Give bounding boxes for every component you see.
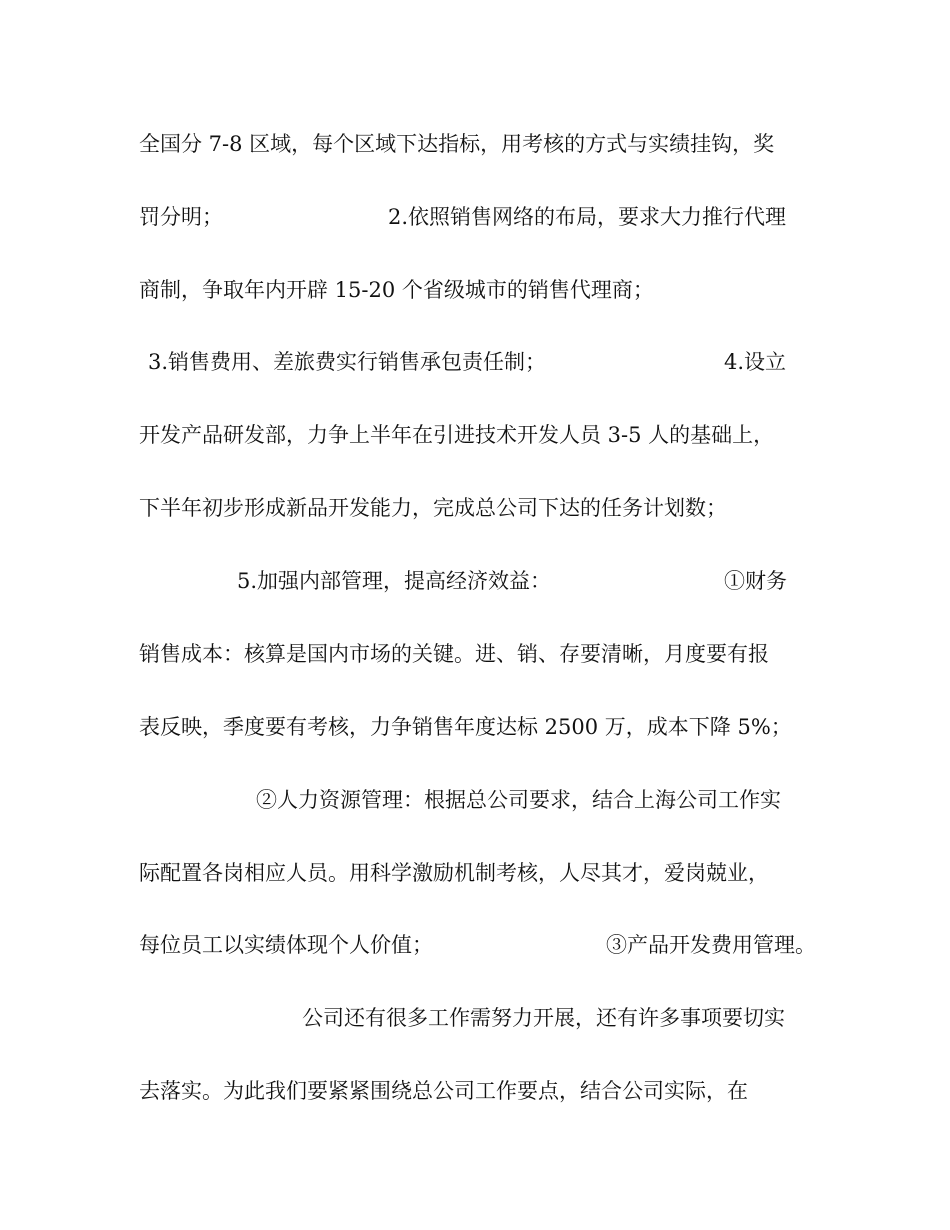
text-segment: 2.依照销售网络的布局，要求大力推行代理 bbox=[388, 205, 787, 229]
text-line bbox=[0, 202, 950, 232]
text-segment: 4.设立 bbox=[724, 350, 787, 374]
text-segment: 每位员工以实绩体现个人价值； bbox=[139, 933, 433, 957]
text-line bbox=[0, 712, 950, 742]
text-segment: 全国分 7-8 区域，每个区域下达指标，用考核的方式与实绩挂钩，奖 bbox=[139, 132, 775, 156]
text-line bbox=[0, 566, 950, 596]
text-segment: 销售成本：核算是国内市场的关键。进、销、存要清晰，月度要有报 bbox=[139, 642, 769, 666]
text-segment: 商制，争取年内开辟 15-20 个省级城市的销售代理商； bbox=[139, 278, 654, 302]
text-line bbox=[0, 347, 950, 377]
text-segment: 开发产品研发部，力争上半年在引进技术开发人员 3-5 人的基础上， bbox=[139, 423, 775, 447]
text-line bbox=[0, 785, 950, 815]
text-segment: 下半年初步形成新品开发能力，完成总公司下达的任务计划数； bbox=[139, 496, 727, 520]
text-segment: ①财务 bbox=[724, 569, 787, 593]
text-segment: 际配置各岗相应人员。用科学激励机制考核，人尽其才，爱岗兢业， bbox=[139, 861, 769, 885]
text-segment: 公司还有很多工作需努力开展，还有许多事项要切实 bbox=[302, 1006, 785, 1030]
text-line bbox=[0, 493, 950, 523]
text-segment: 3.销售费用、差旅费实行销售承包责任制； bbox=[148, 350, 547, 374]
text-line bbox=[0, 275, 950, 305]
text-segment: ③产品开发费用管理。 bbox=[606, 933, 816, 957]
text-line bbox=[0, 1003, 950, 1033]
text-segment: 表反映，季度要有考核，力争销售年度达标 2500 万，成本下降 5%； bbox=[139, 715, 792, 739]
text-segment: ②人力资源管理：根据总公司要求，结合上海公司工作实 bbox=[256, 788, 781, 812]
text-line bbox=[0, 858, 950, 888]
text-line bbox=[0, 420, 950, 450]
text-line bbox=[0, 639, 950, 669]
text-segment: 5.加强内部管理，提高经济效益： bbox=[237, 569, 552, 593]
text-line bbox=[0, 129, 950, 159]
text-segment: 罚分明； bbox=[139, 205, 223, 229]
text-line bbox=[0, 1076, 950, 1106]
text-line bbox=[0, 930, 950, 960]
text-segment: 去落实。为此我们要紧紧围绕总公司工作要点，结合公司实际，在 bbox=[139, 1079, 748, 1103]
